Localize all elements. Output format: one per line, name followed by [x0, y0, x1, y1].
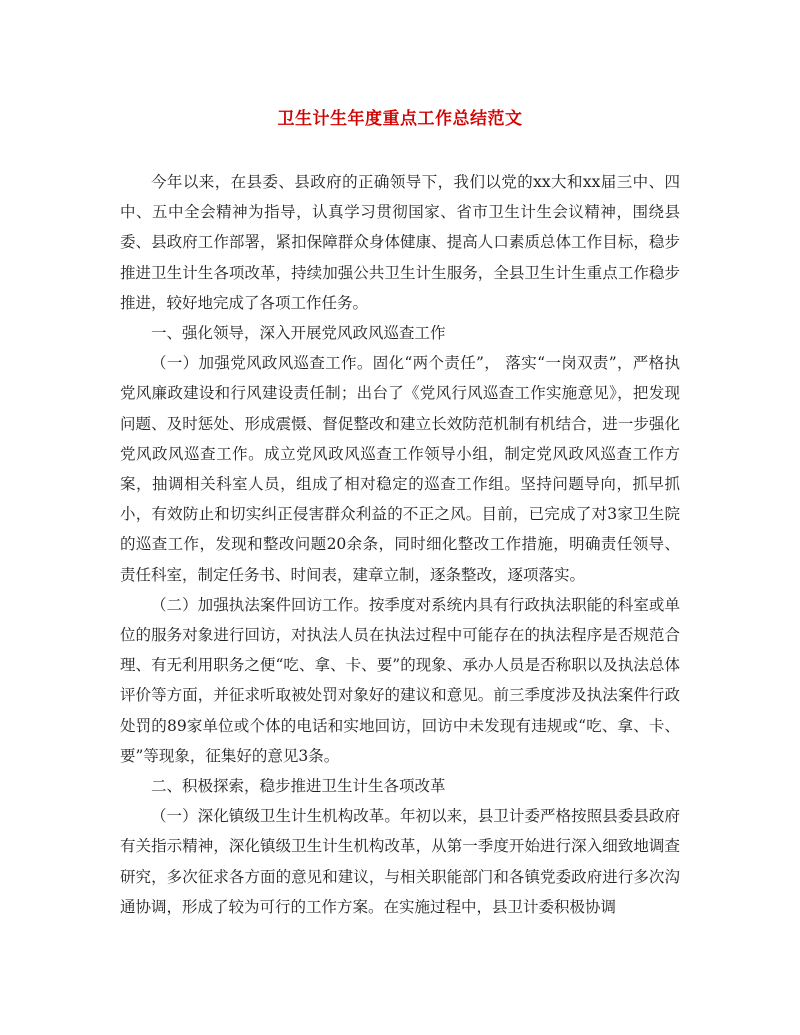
intro-paragraph: 今年以来，在县委、县政府的正确领导下，我们以党的xx大和xx届三中、四中、五中全会精神为指导，认真学习贯彻国家、省市卫生计生会议精神，围绕县委、县政府工作部署，紧扣保障群众身体健康、提高人口素质总体工作目标，稳步推进卫生计生各项改革，持续加强公共卫生计生服务，全县卫生计生重点工作稳步推进，较好地完成了各项工作任务。	[120, 173, 680, 312]
document-title: 卫生计生年度重点工作总结范文	[277, 109, 523, 129]
document-body	[120, 167, 680, 922]
paragraph-1-2: （二）加强执法案件回访工作。按季度对系统内具有行政执法职能的科室或单位的服务对象进行回访，对执法人员在执法过程中可能存在的执法程序是否规范合理、有无利用职务之便“吃、拿、卡、要”的现象、承办人员是否称职以及执法总体评价等方面，并征求听取被处罚对象好的建议和意见。前三季度涉及执法案件行政处罚的89家单位或个体的电话和实地回访，回访中未发现有违规或“吃、拿、卡、要”等现象，征集好的意见3条。	[120, 595, 680, 765]
section-heading-2: 二、积极探索，稳步推进卫生计生各项改革	[151, 777, 446, 796]
paragraph-2-1: （一）深化镇级卫生计生机构改革。年初以来，县卫计委严格按照县委县政府有关指示精神，深化镇级卫生计生机构改革，从第一季度开始进行深入细致地调查研究，多次征求各方面的意见和建议，与相关职能部门和各镇党委政府进行多次沟通协调，形成了较为可行的工作方案。在实施过程中，县卫计委积极协调	[120, 807, 680, 916]
section-heading-1: 一、强化领导，深入开展党风政风巡查工作	[151, 324, 446, 343]
paragraph-1-1: （一）加强党风政风巡查工作。固化“两个责任”， 落实“一岗双责”，严格执党风廉政建设和行风建设责任制；出台了《党风行风巡查工作实施意见》，把发现问题、及时惩处、形成震慑、督促整改和建立长效防范机制有机结合，进一步强化党风政风巡查工作。成立党风政风巡查工作领导小组，制定党风政风巡查工作方案，抽调相关科室人员，组成了相对稳定的巡查工作组。坚持问题导向，抓早抓小，有效防止和切实纠正侵害群众利益的不正之风。目前，已完成了对3家卫生院的巡查工作，发现和整改问题20余条，同时细化整改工作措施，明确责任领导、责任科室，制定任务书、时间表，建章立制，逐条整改，逐项落实。	[120, 354, 680, 584]
